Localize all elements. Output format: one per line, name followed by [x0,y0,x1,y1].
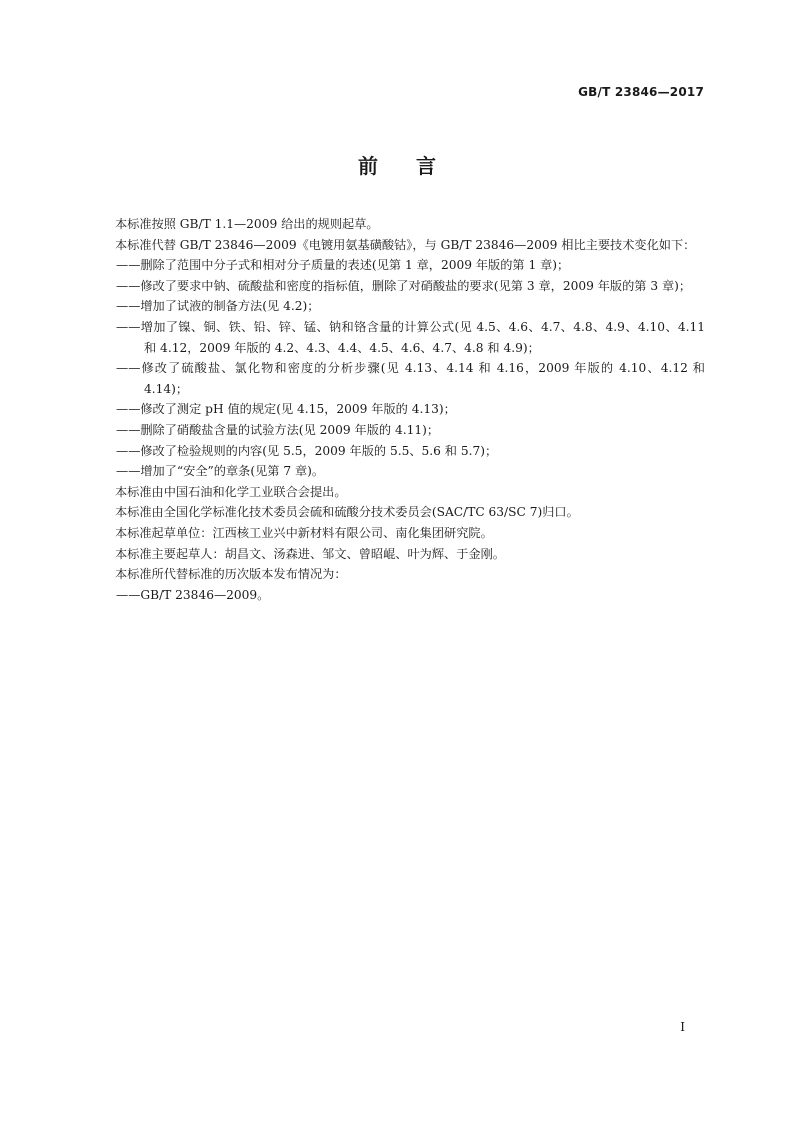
change-item: ——增加了试液的制备方法(见 4.2)； [116,299,320,314]
change-item: ——修改了测定 pH 值的规定(见 4.15，2009 年版的 4.13)； [116,402,456,417]
paragraph-committee: 本标准由全国化学标准化技术委员会硫和硫酸分技术委员会(SAC/TC 63/SC 7)归口。 [115,505,579,520]
foreword-body [91,214,705,605]
paragraph-replacement: 本标准代替 GB/T 23846—2009《电镀用氨基磺酸钴》，与 GB/T 23846—2009 相比主要技术变化如下： [115,237,696,252]
change-item: ——删除了硝酸盐含量的试验方法(见 2009 年版的 4.11)； [116,422,440,437]
paragraph-proposer: 本标准由中国石油和化学工业联合会提出。 [115,484,347,499]
change-item: ——增加了镍、铜、铁、铅、锌、锰、钠和铬含量的计算公式(见 4.5、4.6、4.7、4.8、4.9、4.10、4.11 和 4.12，2009 年版的 4.2、4.3、4.4、4.5、4.6、4.7、4.8 和 4.9)； [116,319,705,355]
paragraph-history-intro: 本标准所代替标准的历次版本发布情况为： [115,567,347,582]
paragraph-drafting-rules: 本标准按照 GB/T 1.1—2009 给出的规则起草。 [115,217,379,231]
standard-code: GB/T 23846—2017 [578,85,704,99]
paragraph-drafting-units: 本标准起草单位：江西核工业兴中新材料有限公司、南化集团研究院。 [115,525,493,540]
paragraph-drafters: 本标准主要起草人：胡昌文、汤森进、邹文、曾昭崐、叶为辉、于金刚。 [115,546,505,561]
history-item: ——GB/T 23846—2009。 [116,587,270,602]
change-item: ——删除了范围中分子式和相对分子质量的表述(见第 1 章，2009 年版的第 1 章)； [116,258,570,273]
change-item: ——增加了“安全”的章条(见第 7 章)。 [116,464,325,479]
change-item: ——修改了硫酸盐、氯化物和密度的分析步骤(见 4.13、4.14 和 4.16，2009 年版的 4.10、4.12 和 4.14)； [116,361,705,396]
page-number: I [680,1020,685,1034]
change-item: ——修改了检验规则的内容(见 5.5，2009 年版的 5.5、5.6 和 5.7)； [116,443,498,458]
change-item: ——修改了要求中钠、硫酸盐和密度的指标值，删除了对硝酸盐的要求(见第 3 章，2009 年版的第 3 章)； [116,278,692,293]
page-title: 前言 [358,154,474,178]
